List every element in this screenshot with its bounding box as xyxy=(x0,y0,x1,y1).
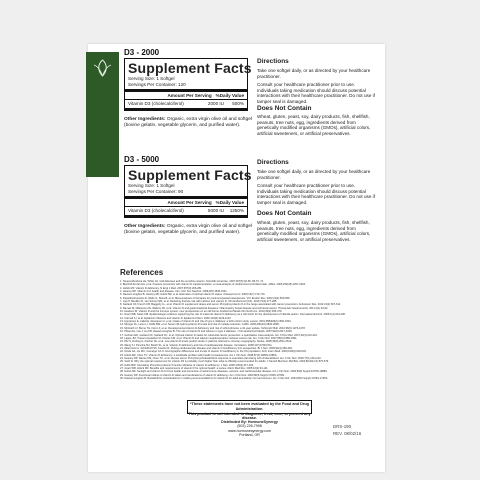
serving-size: Serving Size: 1 Softgel xyxy=(128,76,175,81)
nutrient-dv: 1250% xyxy=(229,208,244,213)
reference-item: 20. Wang TJ, Pencina MJ, Booth SL, et al. Vitamin D deficiency and risk of cardiovascular disease. Circulation. 2008;117(4):503-511. xyxy=(120,343,273,347)
distributor-block xyxy=(187,420,312,438)
nutrient-row xyxy=(125,99,247,108)
reference-item: 13. Hyppönen E, Läärä E, Reunanen A, et al. Intake of vitamin D and risk of type 1 diabetes: a birth-cohort study. Lancet. 2001;358(9292):1500-1503. xyxy=(120,320,292,324)
nutrient-amount: 5000 IU xyxy=(207,208,224,213)
reference-item: 5. Dawson-Hughes B, Heaney RP, Holick MF, et al. Estimates of optimal vitamin D status. Osteoporos Int. 2005;16(7):713-716. xyxy=(120,293,266,297)
distributor-name: Distributed By: HormoneSynergy xyxy=(221,420,278,424)
disclaimer-line: *These statements have not been evaluated by the Food and Drug Administration. xyxy=(190,402,309,411)
reference-item: 28. Holick MF. Sunlight and vitamin D for bone health and prevention of autoimmune diseases, cancers, and cardiovascular disease. Am J Clin Nutr. 2004;80(6 Suppl):1678S-1688S. xyxy=(120,370,328,374)
does-not-contain-text: Wheat, gluten, yeast, soy, dairy products, fish, shellfish, peanuts, tree nuts, egg, ingredients derived from genetically modified organisms (GMOs), artificial colors, artificial sweeteners, or artificial preservatives. xyxy=(257,220,371,242)
reference-item: 1. Tavera-Mendoza LE, White JH. Cell defenses and the sunshine vitamin. Scientific American. 2007;297(5):62-65, 68-70, 72. xyxy=(120,280,264,283)
reference-item: 11. Grant WB, Soles CM. Epidemiologic evidence supporting the role of maternal vitamin D deficiency as a risk factor for the development of infantile autism. Dermatoendocrinol. 2009;1(4):223-228. xyxy=(120,313,346,317)
supplement-facts-panel xyxy=(124,58,252,111)
fda-disclaimer xyxy=(187,400,312,421)
reference-item: 10. Hewison M. Vitamin D and the immune system: new perspectives on an old theme. Endocrinol Metab Clin North Am. 2010;39(2):365-379. xyxy=(120,310,283,314)
reference-item: 24. Heaney RP, Davies KM, Chen TC, et al. Human serum 25-hydroxycholecalciferol response to extended oral dosing with cholecalciferol. Am J Clin Nutr. 2003;77(1):204-210. xyxy=(120,356,322,360)
nutrient-row xyxy=(125,206,247,215)
reference-item: 21. Zittermann A, Schleithoff SS, Koerfer R. Putting cardiovascular disease and vitamin D insufficiency into perspective. Br J Nutr. 2005;94(4):483-492. xyxy=(120,346,293,350)
bottom-rule xyxy=(125,108,247,110)
supplement-facts-panel xyxy=(124,165,252,218)
other-text: Organic, extra virgin olive oil and softgel (bovine gelatin, vegetable glycerin, and purified water). xyxy=(124,224,252,235)
dv-header: %Daily Value xyxy=(215,200,244,205)
directions-text: Take one softgel daily, or as directed by your healthcare practitioner. xyxy=(257,169,371,180)
references-list xyxy=(120,280,388,380)
document-code: DRS-190 xyxy=(333,424,352,429)
consult-text: Consult your healthcare practitioner prior to use. Individuals taking medication should discuss potential interactions with their healthcare practitioner. Do not use if tamper seal is damaged. xyxy=(257,82,375,104)
distributor-location: Portland, OR xyxy=(239,433,260,438)
distributor-website: www.hormonesynergy.com xyxy=(228,428,271,433)
other-text: Organic, extra virgin olive oil and softgel (bovine gelatin, vegetable glycerin, and purified water). xyxy=(124,117,252,128)
reference-item: 26. Hollis BW. Circulating 25-hydroxyvitamin D levels indicative of vitamin D sufficiency. J Nutr. 2005;135(2):317-322. xyxy=(120,363,254,367)
directions-heading: Directions xyxy=(257,159,289,166)
thick-rule xyxy=(125,196,247,199)
reference-item: 18. Lappe JM, Travers-Gustafson D, Davies KM, et al. Vitamin D and calcium supplementation reduces cancer risk. Am J Clin Nutr. 2007;85(6):1586-1591. xyxy=(120,336,298,340)
facts-heading: Supplement Facts xyxy=(128,167,252,183)
reference-item: 14. Munger KL, Levin LI, Hollis BW, et al. Serum 25-hydroxyvitamin D levels and risk of multiple sclerosis. JAMA. 2006;296(23):2832-2838. xyxy=(120,323,280,327)
reference-item: 17. Gorham ED, Garland CF, Garland FC, et al. Optimal vitamin D status for colorectal cancer prevention: a quantitative meta analysis. Am J Prev Med. 2007;32(3):210-216. xyxy=(120,333,318,337)
does-not-contain-heading: Does Not Contain xyxy=(257,210,312,217)
other-label: Other Ingredients: xyxy=(124,117,166,122)
reference-item: 19. Pilz S, Dobnig H, Fischer JE, et al. Low vitamin D levels predict stroke in patients referred to coronary angiography. Stroke. 2008;39(9):2611-2613. xyxy=(120,340,293,344)
servings-per-container: Servings Per Container: 120 xyxy=(128,82,186,87)
does-not-contain-heading: Does Not Contain xyxy=(257,105,312,112)
reference-item: 27. Grant WB, Holick MF. Benefits and requirements of vitamin D for optimal health: a review. Altern Med Rev. 2005;10(2):94-111. xyxy=(120,366,269,370)
dv-header: %Daily Value xyxy=(215,93,244,98)
reference-item: 30. Dawson-Hughes B. Racial/ethnic considerations in making recommendations for vitamin D for adult and elderly men and women. Am J Clin Nutr. 2004;80(6 Suppl):1763S-1766S. xyxy=(120,376,329,380)
revision-date: REV. 08/02/16 xyxy=(333,431,362,436)
serving-size: Serving Size: 1 Softgel xyxy=(128,183,175,188)
reference-item: 25. Vieth R. Why the optimal requirement for vitamin D3 is probably much higher than what is officially recommended for adults. J Steroid Biochem Mol Biol. 2004;89-90(1-5):575-579. xyxy=(120,360,329,364)
references-heading: References xyxy=(120,268,164,277)
reference-item: 12. Cannell JJ, et al. Epidemic influenza and vitamin D. Epidemiol Infect. 2006;134(6):1129-1140. xyxy=(120,316,232,320)
product-title: D3 - 5000 xyxy=(124,155,160,164)
nutrient-amount: 2000 IU xyxy=(207,101,224,106)
reference-item: 22. Ginde AA, Liu MC, Camargo CA Jr. Demographic differences and trends of vitamin D insufficiency in the US population. Arch Intern Med. 2009;169(6):626-632. xyxy=(120,350,307,354)
nutrient-name: Vitamin D3 (cholecalciferol) xyxy=(128,208,184,213)
brand-strip xyxy=(86,52,119,177)
reference-item: 6. Papadimitropoulos E, Wells G, Shea B, et al. Meta-analyses of therapies for postmenopausal osteoporosis. VIII. Endocr Rev. 2002;23(4):560-569. xyxy=(120,296,291,300)
directions-heading: Directions xyxy=(257,58,289,65)
other-ingredients xyxy=(124,224,264,236)
facts-heading: Supplement Facts xyxy=(128,60,252,76)
reference-item: 16. Pittas AG, Lau J, Hu FB, Dawson-Hughes B. The role of vitamin D and calcium in type 2 diabetes. J Clin Endocrinol Metab. 2007;92(6):2017-2029. xyxy=(120,330,293,334)
reference-item: 4. Heaney RP. Vitamin D in health and disease. Clin J Am Soc Nephrol. 2008;3(5):1535-1541. xyxy=(120,290,228,294)
amount-header: Amount Per Serving xyxy=(167,200,212,205)
product-title: D3 - 2000 xyxy=(124,48,160,57)
reference-item: 23. Holick MF, Chen TC. Vitamin D deficiency: a worldwide problem with health consequences. Am J Clin Nutr. 2008;87(4):1080S-1086S. xyxy=(120,353,278,357)
disclaimer-line: This product is not intended to diagnose, treat, cure, or prevent any disease. xyxy=(188,411,311,421)
nutrient-name: Vitamin D3 (cholecalciferol) xyxy=(128,101,184,106)
does-not-contain-text: Wheat, gluten, yeast, soy, dairy products, fish, shellfish, peanuts, tree nuts, egg, ingredients derived from genetically modified organisms (GMOs), artificial colors, artificial sweeteners, or artificial preservatives. xyxy=(257,114,371,136)
servings-per-container: Servings Per Container: 90 xyxy=(128,189,184,194)
amount-header: Amount Per Serving xyxy=(167,93,212,98)
reference-item: 2. Bischoff-Ferrari HA, et al. Fracture prevention with vitamin D supplementation: a meta-analysis of randomized controlled trials. JAMA. 2005;293(18):2257-2264. xyxy=(120,283,306,287)
other-label: Other Ingredients: xyxy=(124,224,166,229)
thick-rule xyxy=(125,89,247,92)
reference-item: 8. Garland CF, French CB, Baggerly LL, et al. Vitamin D supplement doses and serum 25-hydroxyvitamin D in the range associated with cancer prevention. Anticancer Res. 2011;31(2):607-611. xyxy=(120,303,341,307)
distributor-phone: (503) 226-7998 xyxy=(237,424,262,429)
reference-item: 29. Heaney RP. Functional indices of vitamin D status and ramifications of vitamin D deficiency. Am J Clin Nutr. 2004;80(6 Suppl):1706S-1709S. xyxy=(120,373,285,377)
reference-item: 15. McGrath JJ, Burne TH, Féron F, et al. Developmental vitamin D deficiency and risk of schizophrenia: a 10-year update. Schizophr Bull. 2010;36(6):1073-1078. xyxy=(120,326,306,330)
other-ingredients xyxy=(124,117,264,129)
nutrient-dv: 500% xyxy=(232,101,244,106)
directions-text: Take one softgel daily, or as directed by your healthcare practitioner. xyxy=(257,68,371,79)
reference-item: 7. Lips P, Bouillon R, van Schoor NM, et al. Reducing fracture risk with calcium and vitamin D. Clin Endocrinol (Oxf). 2010;73(3):277-285. xyxy=(120,300,278,304)
reference-item: 3. Holick MF. Vitamin D deficiency. N Engl J Med. 2007;357(3):266-281. xyxy=(120,286,203,290)
leaf-logo-icon xyxy=(92,59,113,77)
bottom-rule xyxy=(125,215,247,217)
consult-text: Consult your healthcare practitioner prior to use. Individuals taking medication should discuss potential interactions with their healthcare practitioner. Do not use if tamper seal is damaged. xyxy=(257,183,375,205)
reference-item: 9. Raman M, Milestone AN, Walters JR, et al. Vitamin D and gastrointestinal diseases: inflammatory bowel disease and colorectal cancer. Therap Adv Gastroenterol. 2011;4(1):49-62. xyxy=(120,306,329,310)
